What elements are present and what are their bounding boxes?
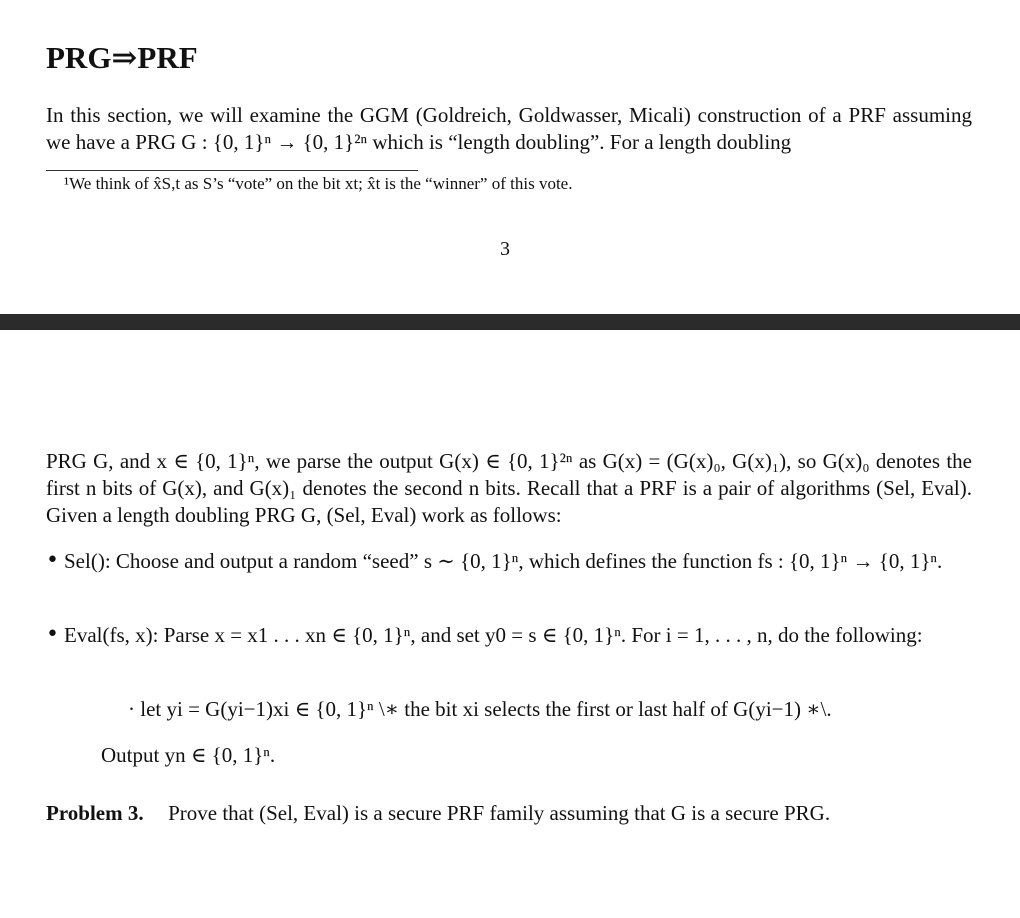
bullet-dot-eval: • [46,622,59,647]
intro-text: In this section, we will examine the GGM (Goldreich, Goldwasser, Micali) construction of a PRF assuming we have a PRG G : {0, 1}ⁿ → {0, 1}²ⁿ which is “length doubling”. For a length doubling [46,103,972,154]
page-divider [0,314,1020,330]
footnote [64,174,572,194]
eval-step [128,696,958,723]
bullet-sel-text: Sel(): Choose and output a random “seed” s ∼ {0, 1}ⁿ, which defines the function fs : {0, 1}ⁿ → {0, 1}ⁿ. [64,549,943,573]
continuation-text: PRG G, and x ∈ {0, 1}ⁿ, we parse the output G(x) ∈ {0, 1}²ⁿ as G(x) = (G(x)₀, G(x)₁), so G(x)₀ denotes the first n bits of G(x), and G(x)₁ denotes the second n bits. Recall that a PRF is a pair of algorithms (Sel, Eval). Given a length doubling PRG G, (Sel, Eval) work as follows: [46,449,972,527]
footnote-rule [46,170,418,171]
eval-step-text: · let yi = G(yi−1)xi ∈ {0, 1}ⁿ \∗ the bit xi selects the first or last half of G(yi−1) ∗\. [128,697,832,721]
problem-text: Prove that (Sel, Eval) is a secure PRF family assuming that G is a secure PRG. [168,801,831,825]
eval-output-text: Output yn ∈ {0, 1}ⁿ. [101,743,276,767]
problem-label: Problem 3. [46,801,144,825]
footnote-text: ¹We think of x̂S,t as S’s “vote” on the bit xt; x̂t is the “winner” of this vote. [64,174,573,193]
eval-output [101,742,1009,769]
section-title: PRG⇒PRF [46,40,198,75]
bullet-eval-text: Eval(fs, x): Parse x = x1 . . . xn ∈ {0, 1}ⁿ, and set y0 = s ∈ {0, 1}ⁿ. For i = 1, . . . , n, do the following: [64,623,923,647]
continuation-paragraph [46,448,972,529]
bullet-eval [64,622,972,649]
bullet-dot-sel: • [46,548,59,573]
intro-paragraph [46,102,972,156]
problem-statement [46,800,972,827]
page-number: 3 [500,238,510,260]
bullet-sel [64,548,972,575]
